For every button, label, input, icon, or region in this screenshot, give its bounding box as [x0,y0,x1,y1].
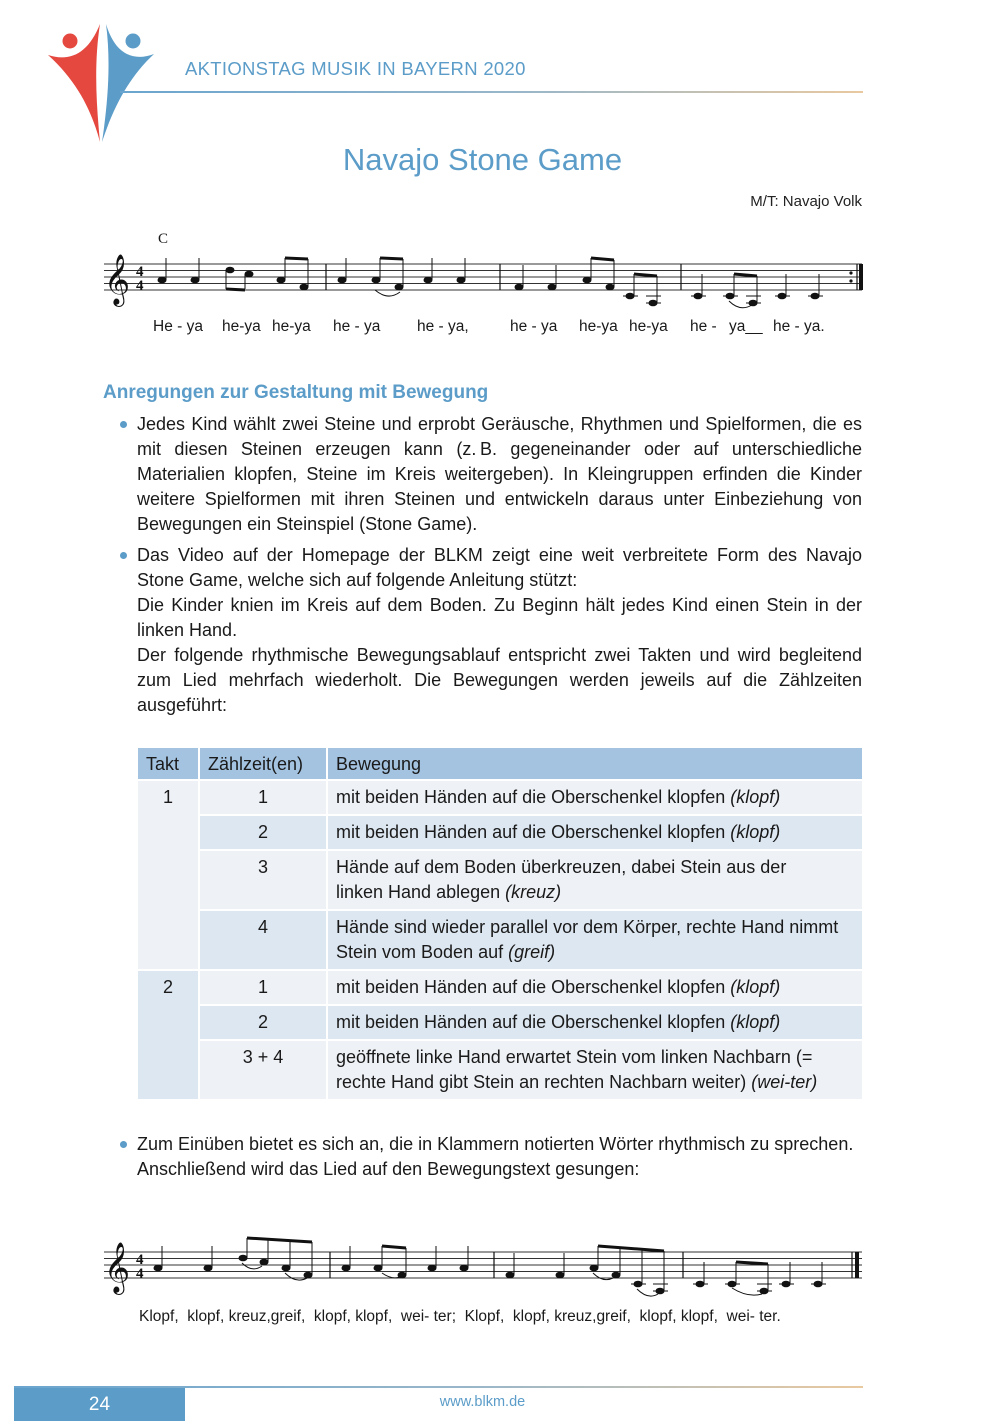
page-number: 24 [14,1388,185,1421]
speech-cue: (greif) [508,942,556,962]
table-row [138,969,862,1004]
lyric-syllable: he - ya [333,318,381,335]
zaehlzeit-cell: 2 [200,1004,328,1039]
speech-cue: (klopf) [730,787,781,807]
score2-lyrics: Klopf, klopf, kreuz,greif, klopf, klopf, wei- ter; Klopf, klopf, kreuz,greif, klopf, klopf, wei- ter. [139,1308,781,1325]
bewegung-cell [328,814,862,849]
table-row [138,909,862,969]
lyric-syllable: he-ya [222,318,261,335]
bewegung-text: mit beiden Händen auf die Oberschenkel klopfen [336,787,726,807]
bewegung-cell [328,779,862,814]
table-header-row [138,748,862,779]
page-title: Navajo Stone Game [342,142,623,177]
blkm-logo-icon [48,22,158,144]
table-row [138,814,862,849]
table-row [138,1004,862,1039]
lyric-syllable: he - [690,318,717,335]
lyric-syllable: he-ya [629,318,668,335]
chord-symbol: C [158,231,169,247]
section-heading: Anregungen zur Gestaltung mit Bewegung [103,382,489,403]
speech-cue: (klopf) [730,977,781,997]
svg-text:4: 4 [136,278,144,294]
column-header-zaehlzeit: Zählzeit(en) [200,748,328,779]
zaehlzeit-cell: 1 [200,779,328,814]
lyric-syllable: he - ya. [773,318,825,335]
bewegung-cell [328,969,862,1004]
header-title: AKTIONSTAG MUSIK IN BAYERN 2020 [185,58,526,79]
lyric-syllable: he-ya [272,318,311,335]
movement-table [138,748,862,1099]
lyric-syllable: He - ya [153,318,203,335]
svg-text:𝄞: 𝄞 [104,1242,131,1293]
speech-cue: (kreuz) [505,882,562,902]
svg-text:𝄞: 𝄞 [104,254,131,305]
table-row [138,1039,862,1099]
bullet-paragraph: Zum Einüben bietet es sich an, die in Klammern notierten Wörter rhythmisch zu sprechen. Anschließend wird das Lied auf den Bewegungstext gesungen: [137,1134,854,1179]
zaehlzeit-cell: 3 [200,849,328,909]
column-header-bewegung: Bewegung [328,748,862,779]
bullet-item-1 [137,412,862,537]
bullet-icon [120,1141,127,1148]
bullet-item-3 [137,1132,862,1182]
bewegung-cell [328,1004,862,1039]
takt-cell: 2 [138,969,200,1099]
bullet-paragraph: Die Kinder knien im Kreis auf dem Boden. Zu Beginn hält jedes Kind einen Stein in der linken Hand. [137,595,862,640]
bewegung-cell [328,849,862,909]
lyric-syllable: he - ya, [417,318,469,335]
bullet-paragraph: Der folgende rhythmische Bewegungsablauf entspricht zwei Takten und wird begleitend zum Lied mehrfach wiederholt. Die Bewegungen werden jeweils auf die Zählzeiten ausgeführt: [137,645,862,715]
bullet-paragraph: Jedes Kind wählt zwei Steine und erprobt Geräusche, Rhythmen und Spielformen, die es mit diesen Steinen erzeugen kann (z. B. gegeneinander oder auf unterschiedliche Materialien klopfen, Steine im Kreis weitergeben). In Kleingruppen erfinden die Kinder weitere Spielformen mit ihren Steinen und entwickeln daraus unter Einbeziehung von Bewegungen ein Steinspiel (Stone Game). [137,414,862,534]
lyric-syllable: he-ya [579,318,618,335]
svg-text:4: 4 [136,264,144,280]
zaehlzeit-cell: 3 + 4 [200,1039,328,1099]
music-score-2 [100,1228,866,1318]
speech-cue: (klopf) [730,1012,781,1032]
bewegung-text: mit beiden Händen auf die Oberschenkel klopfen [336,1012,726,1032]
bullet-paragraph: Das Video auf der Homepage der BLKM zeigt eine weit verbreitete Form des Navajo Stone Game, welche sich auf folgende Anleitung stützt: [137,545,862,590]
bullet-icon [120,552,127,559]
bewegung-text: mit beiden Händen auf die Oberschenkel klopfen [336,822,726,842]
bewegung-text: mit beiden Händen auf die Oberschenkel klopfen [336,977,726,997]
bewegung-cell [328,909,862,969]
staff-notation-icon [100,1228,866,1308]
bullet-icon [120,421,127,428]
zaehlzeit-cell: 1 [200,969,328,1004]
speech-cue: (klopf) [730,822,781,842]
footer-url-link[interactable]: www.blkm.de [439,1394,526,1410]
bullet-item-2 [137,543,862,718]
table-row [138,849,862,909]
svg-text:4: 4 [136,1266,144,1282]
column-header-takt: Takt [138,748,200,779]
header-divider [120,91,863,93]
svg-text:4: 4 [136,1252,144,1268]
lyric-syllable: he - ya [510,318,558,335]
table-row [138,779,862,814]
bewegung-text: Hände sind wieder parallel vor dem Körper, rechte Hand nimmt Stein vom Boden auf [336,917,839,962]
speech-cue: (wei-ter) [751,1072,818,1092]
staff-notation-icon [100,228,866,318]
credit-line: M/T: Navajo Volk [750,193,862,210]
zaehlzeit-cell: 2 [200,814,328,849]
bewegung-text: geöffnete linke Hand erwartet Stein vom linken Nachbarn (= rechte Hand gibt Stein an rechten Nachbarn weiter) [336,1047,813,1092]
bewegung-text: Hände auf dem Boden überkreuzen, dabei Stein aus der linken Hand ablegen [336,857,787,902]
lyric-syllable: ya__ [729,318,763,335]
zaehlzeit-cell: 4 [200,909,328,969]
takt-cell: 1 [138,779,200,969]
bewegung-cell [328,1039,862,1099]
